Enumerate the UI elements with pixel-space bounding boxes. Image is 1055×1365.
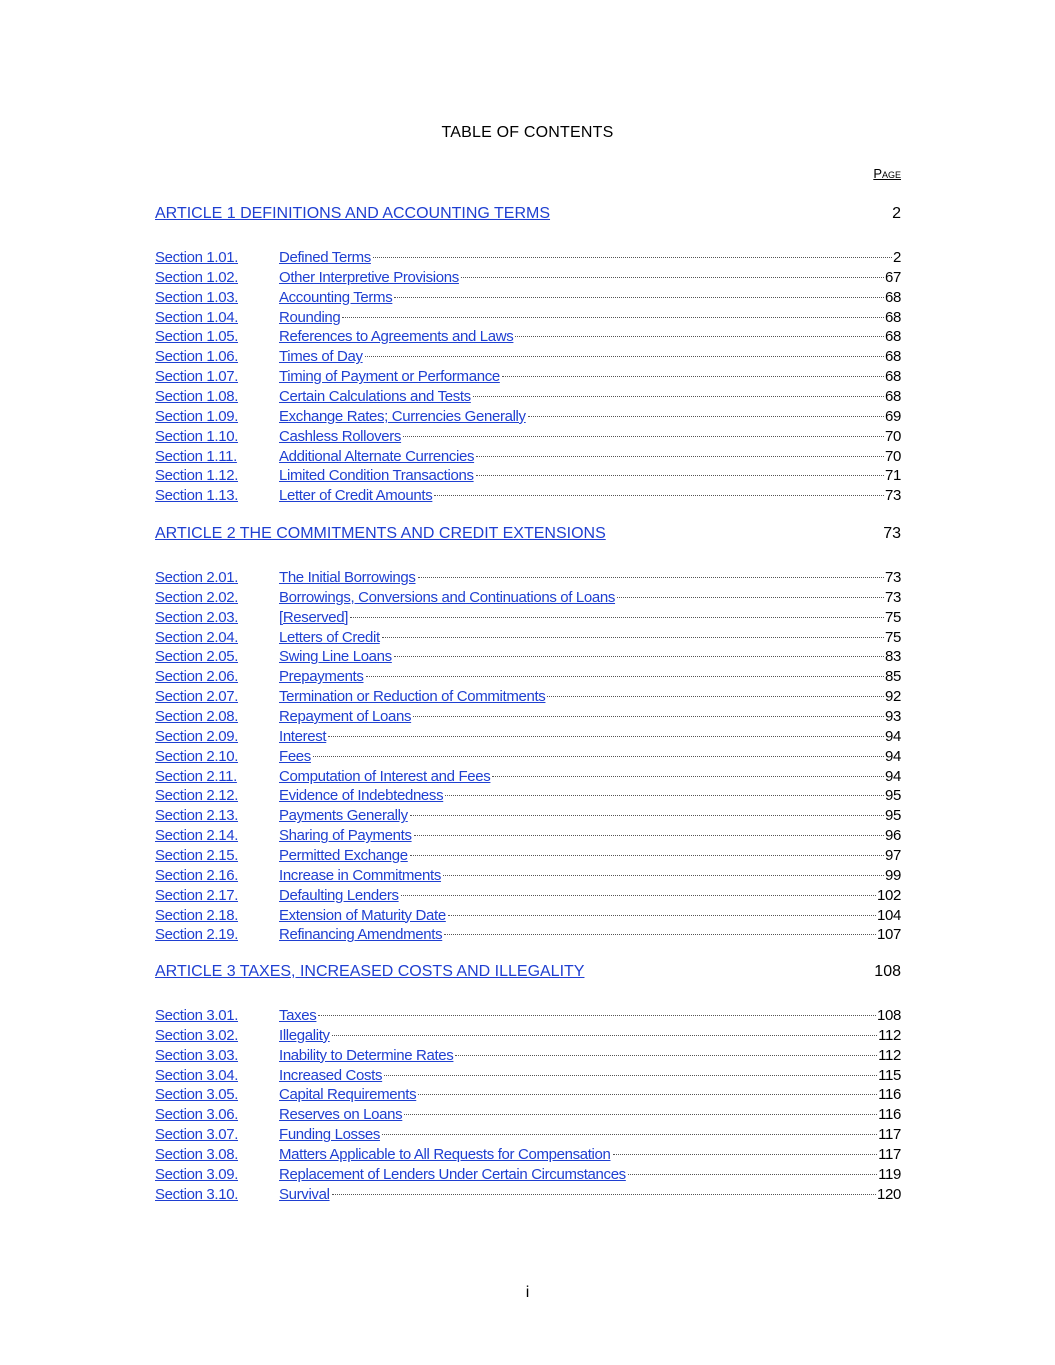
section-page-number: 70 (885, 427, 901, 445)
toc-row (155, 628, 901, 648)
section-number-link[interactable]: Section 2.06. (155, 668, 239, 686)
article-3-block (155, 962, 901, 982)
section-number-link[interactable]: Section 1.12. (155, 467, 239, 485)
section-page-number: 116 (878, 1106, 901, 1124)
dot-leader (448, 915, 876, 916)
section-number-link[interactable]: Section 2.11. (155, 767, 237, 785)
toc-row (155, 1105, 901, 1125)
toc-row (155, 667, 901, 687)
section-page-number: 104 (877, 906, 901, 924)
section-page-number: 73 (885, 487, 901, 505)
toc-row (155, 647, 901, 667)
section-number-link[interactable]: Section 1.02. (155, 268, 239, 286)
section-title-link[interactable]: Exchange Rates; Currencies Generally (279, 407, 526, 425)
dot-leader (445, 795, 884, 796)
toc-row (155, 347, 901, 367)
dot-leader (404, 1114, 877, 1115)
toc-row (155, 687, 901, 707)
dot-leader (401, 895, 876, 896)
article-2-block (155, 524, 901, 544)
dot-leader (365, 356, 884, 357)
section-page-number: 96 (885, 827, 901, 845)
section-number-link[interactable]: Section 1.10. (155, 427, 239, 445)
section-page-number: 92 (885, 688, 901, 706)
dot-leader (313, 756, 884, 757)
article-3-link[interactable]: ARTICLE 3 TAXES, INCREASED COSTS AND ILLEGALITY (155, 963, 585, 980)
dot-leader (547, 696, 884, 697)
section-number-link[interactable]: Section 2.18. (155, 906, 239, 924)
section-number-link[interactable]: Section 3.03. (155, 1046, 239, 1064)
section-title-link[interactable]: Certain Calculations and Tests (279, 388, 471, 406)
section-number-link[interactable]: Section 1.13. (155, 487, 239, 505)
section-title-link[interactable]: Increased Costs (279, 1066, 383, 1084)
section-title-link[interactable]: Capital Requirements (279, 1086, 417, 1104)
section-number-link[interactable]: Section 3.01. (155, 1007, 239, 1024)
section-number-link[interactable]: Section 3.04. (155, 1066, 239, 1084)
section-number-link[interactable]: Section 2.19. (155, 926, 239, 944)
dot-leader (382, 1134, 877, 1135)
toc-row (155, 866, 901, 886)
section-title-link[interactable]: Fees (279, 747, 311, 765)
dot-leader (492, 776, 884, 777)
dot-leader (394, 297, 884, 298)
page-column-header: Page (873, 166, 901, 181)
toc-row (155, 308, 901, 328)
section-number-link[interactable]: Section 3.05. (155, 1086, 239, 1104)
dot-leader (410, 815, 884, 816)
section-number-link[interactable]: Section 1.07. (155, 368, 239, 386)
dot-leader (332, 1194, 876, 1195)
toc-row (155, 925, 901, 945)
dot-leader (382, 637, 884, 638)
toc-row (155, 906, 901, 926)
section-title-link[interactable]: Times of Day (279, 348, 363, 366)
section-number-link[interactable]: Section 2.05. (155, 648, 239, 666)
toc-row (155, 588, 901, 608)
section-page-number: 95 (885, 787, 901, 805)
section-title-link[interactable]: Termination or Reduction of Commitments (279, 688, 546, 706)
section-page-number: 68 (885, 388, 901, 406)
dot-leader (418, 1094, 877, 1095)
section-page-number: 73 (885, 569, 901, 586)
toc-row (155, 1165, 901, 1185)
section-page-number: 83 (885, 648, 901, 666)
toc-row (155, 1026, 901, 1046)
section-title-link[interactable]: Interest (279, 727, 327, 745)
section-title-link[interactable]: Matters Applicable to All Requests for Compensation (279, 1146, 611, 1164)
section-number-link[interactable]: Section 2.03. (155, 608, 239, 626)
section-number-link[interactable]: Section 1.11. (155, 447, 237, 465)
dot-leader (413, 716, 884, 717)
toc-row (155, 707, 901, 727)
section-page-number: 68 (885, 368, 901, 386)
toc-row (155, 1185, 901, 1205)
section-number-link[interactable]: Section 1.04. (155, 308, 239, 326)
section-title-link[interactable]: Evidence of Indebtedness (279, 787, 444, 805)
section-page-number: 95 (885, 807, 901, 825)
section-number-link[interactable]: Section 2.13. (155, 807, 239, 825)
section-page-number: 120 (877, 1185, 901, 1203)
section-page-number: 71 (885, 467, 901, 485)
toc-row (155, 288, 901, 308)
dot-leader (332, 1035, 877, 1036)
section-title-link[interactable]: Repayment of Loans (279, 708, 412, 726)
article-heading (155, 204, 901, 224)
section-title-link[interactable]: Permitted Exchange (279, 847, 408, 865)
section-title-link[interactable]: Sharing of Payments (279, 827, 412, 845)
section-number-link[interactable]: Section 2.16. (155, 866, 239, 884)
dot-leader (461, 277, 884, 278)
section-title-link[interactable]: Extension of Maturity Date (279, 906, 446, 924)
section-page-number: 108 (877, 1007, 901, 1024)
toc-title: TABLE OF CONTENTS (441, 124, 614, 141)
article-2-sections (155, 568, 901, 945)
section-page-number: 67 (885, 268, 901, 286)
toc-row (155, 407, 901, 427)
article-page-number: 73 (883, 525, 901, 542)
section-number-link[interactable]: Section 3.09. (155, 1165, 239, 1183)
section-number-link[interactable]: Section 2.17. (155, 886, 239, 904)
toc-row (155, 1006, 901, 1026)
section-number-link[interactable]: Section 3.06. (155, 1106, 239, 1124)
dot-leader (366, 676, 884, 677)
article-page-number: 2 (892, 205, 901, 222)
toc-row (155, 568, 901, 588)
section-title-link[interactable]: Survival (279, 1185, 330, 1203)
toc-row (155, 747, 901, 767)
section-number-link[interactable]: Section 1.09. (155, 407, 239, 425)
section-number-link[interactable]: Section 2.14. (155, 827, 239, 845)
section-number-link[interactable]: Section 2.10. (155, 747, 239, 765)
section-page-number: 102 (877, 886, 901, 904)
section-number-link[interactable]: Section 1.06. (155, 348, 239, 366)
toc-row (155, 806, 901, 826)
toc-row (155, 486, 901, 506)
dot-leader (528, 416, 884, 417)
dot-leader (613, 1154, 878, 1155)
toc-row (155, 1046, 901, 1066)
section-number-link[interactable]: Section 3.10. (155, 1185, 239, 1203)
toc-row (155, 466, 901, 486)
section-title-link[interactable]: Limited Condition Transactions (279, 467, 474, 485)
section-number-link[interactable]: Section 3.07. (155, 1126, 239, 1144)
section-page-number: 97 (885, 847, 901, 865)
section-page-number: 2 (893, 249, 901, 266)
section-number-link[interactable]: Section 3.02. (155, 1026, 239, 1044)
section-number-link[interactable]: Section 1.05. (155, 328, 239, 346)
section-number-link[interactable]: Section 2.07. (155, 688, 239, 706)
section-title-link[interactable]: Funding Losses (279, 1126, 381, 1144)
dot-leader (328, 736, 884, 737)
section-page-number: 75 (885, 608, 901, 626)
section-number-link[interactable]: Section 1.08. (155, 388, 239, 406)
section-page-number: 117 (878, 1146, 901, 1164)
section-title-link[interactable]: Payments Generally (279, 807, 408, 825)
section-page-number: 73 (885, 588, 901, 606)
dot-leader (473, 396, 884, 397)
section-number-link[interactable]: Section 2.08. (155, 708, 239, 726)
article-1-link[interactable]: ARTICLE 1 DEFINITIONS AND ACCOUNTING TERMS (155, 205, 551, 222)
dot-leader (476, 456, 884, 457)
section-title-link[interactable]: Swing Line Loans (279, 648, 392, 666)
section-page-number: 68 (885, 348, 901, 366)
toc-row (155, 786, 901, 806)
toc-row (155, 886, 901, 906)
section-title-link[interactable]: Illegality (279, 1026, 330, 1044)
dot-leader (476, 475, 884, 476)
section-title-link[interactable]: Borrowings, Conversions and Continuations of Loans (279, 588, 616, 606)
footer-page-number: i (525, 1284, 530, 1301)
section-page-number: 94 (885, 767, 901, 785)
section-page-number: 107 (877, 926, 901, 944)
section-title-link[interactable]: Refinancing Amendments (279, 926, 443, 944)
toc-row (155, 1085, 901, 1105)
section-title-link[interactable]: The Initial Borrowings (279, 569, 416, 586)
article-3-sections (155, 1006, 901, 1205)
dot-leader (617, 597, 884, 598)
dot-leader (394, 656, 884, 657)
section-page-number: 85 (885, 668, 901, 686)
toc-row (155, 327, 901, 347)
section-title-link[interactable]: Taxes (279, 1007, 317, 1024)
section-number-link[interactable]: Section 2.12. (155, 787, 239, 805)
section-number-link[interactable]: Section 2.04. (155, 628, 239, 646)
toc-row (155, 767, 901, 787)
dot-leader (455, 1055, 877, 1056)
dot-leader (318, 1015, 876, 1016)
toc-row (155, 826, 901, 846)
section-number-link[interactable]: Section 1.01. (155, 249, 239, 266)
section-page-number: 69 (885, 407, 901, 425)
dot-leader (515, 336, 884, 337)
section-page-number: 99 (885, 866, 901, 884)
section-page-number: 70 (885, 447, 901, 465)
section-page-number: 68 (885, 328, 901, 346)
section-title-link[interactable]: Increase in Commitments (279, 866, 442, 884)
section-page-number: 94 (885, 727, 901, 745)
toc-row (155, 387, 901, 407)
section-number-link[interactable]: Section 2.09. (155, 727, 239, 745)
dot-leader (443, 875, 884, 876)
dot-leader (410, 855, 884, 856)
section-title-link[interactable]: Reserves on Loans (279, 1106, 403, 1124)
article-page-number: 108 (874, 963, 901, 980)
section-title-link[interactable]: Cashless Rollovers (279, 427, 402, 445)
dot-leader (418, 577, 884, 578)
section-page-number: 68 (885, 308, 901, 326)
section-number-link[interactable]: Section 1.03. (155, 288, 239, 306)
toc-row (155, 846, 901, 866)
dot-leader (502, 376, 884, 377)
section-title-link[interactable]: Letters of Credit (279, 628, 380, 646)
article-heading (155, 524, 901, 544)
dot-leader (414, 835, 884, 836)
section-page-number: 112 (878, 1046, 901, 1064)
toc-row (155, 367, 901, 387)
section-number-link[interactable]: Section 3.08. (155, 1146, 239, 1164)
section-title-link[interactable]: Letter of Credit Amounts (279, 487, 433, 505)
toc-row (155, 248, 901, 268)
section-page-number: 93 (885, 708, 901, 726)
section-title-link[interactable]: Computation of Interest and Fees (279, 767, 491, 785)
article-2-link[interactable]: ARTICLE 2 THE COMMITMENTS AND CREDIT EXTENSIONS (155, 525, 606, 542)
toc-row (155, 1145, 901, 1165)
section-title-link[interactable]: [Reserved] (279, 608, 349, 626)
toc-row (155, 447, 901, 467)
toc-row (155, 1125, 901, 1145)
dot-leader (628, 1174, 877, 1175)
dot-leader (342, 317, 884, 318)
section-number-link[interactable]: Section 2.02. (155, 588, 239, 606)
section-title-link[interactable]: Defaulting Lenders (279, 886, 399, 904)
section-title-link[interactable]: Defined Terms (279, 249, 371, 266)
dot-leader (350, 617, 884, 618)
toc-row (155, 427, 901, 447)
section-number-link[interactable]: Section 2.15. (155, 847, 239, 865)
toc-row (155, 727, 901, 747)
section-page-number: 117 (878, 1126, 901, 1144)
toc-row (155, 1066, 901, 1086)
section-title-link[interactable]: Timing of Payment or Performance (279, 368, 500, 386)
dot-leader (384, 1075, 877, 1076)
section-page-number: 75 (885, 628, 901, 646)
section-page-number: 115 (878, 1066, 901, 1084)
section-title-link[interactable]: Accounting Terms (279, 288, 393, 306)
section-title-link[interactable]: Inability to Determine Rates (279, 1046, 454, 1064)
section-title-link[interactable]: Additional Alternate Currencies (279, 447, 475, 465)
article-heading (155, 962, 901, 982)
section-title-link[interactable]: Replacement of Lenders Under Certain Circumstances (279, 1165, 626, 1183)
section-title-link[interactable]: References to Agreements and Laws (279, 328, 514, 346)
section-page-number: 112 (878, 1026, 901, 1044)
section-page-number: 116 (878, 1086, 901, 1104)
toc-row (155, 608, 901, 628)
article-1-block (155, 204, 901, 224)
dot-leader (403, 436, 884, 437)
dot-leader (434, 495, 884, 496)
article-1-sections (155, 248, 901, 506)
section-title-link[interactable]: Other Interpretive Provisions (279, 268, 459, 286)
toc-row (155, 268, 901, 288)
section-number-link[interactable]: Section 2.01. (155, 569, 239, 586)
section-page-number: 68 (885, 288, 901, 306)
dot-leader (373, 257, 892, 258)
section-page-number: 119 (878, 1165, 901, 1183)
section-page-number: 94 (885, 747, 901, 765)
section-title-link[interactable]: Rounding (279, 308, 341, 326)
dot-leader (444, 934, 876, 935)
section-title-link[interactable]: Prepayments (279, 668, 364, 686)
